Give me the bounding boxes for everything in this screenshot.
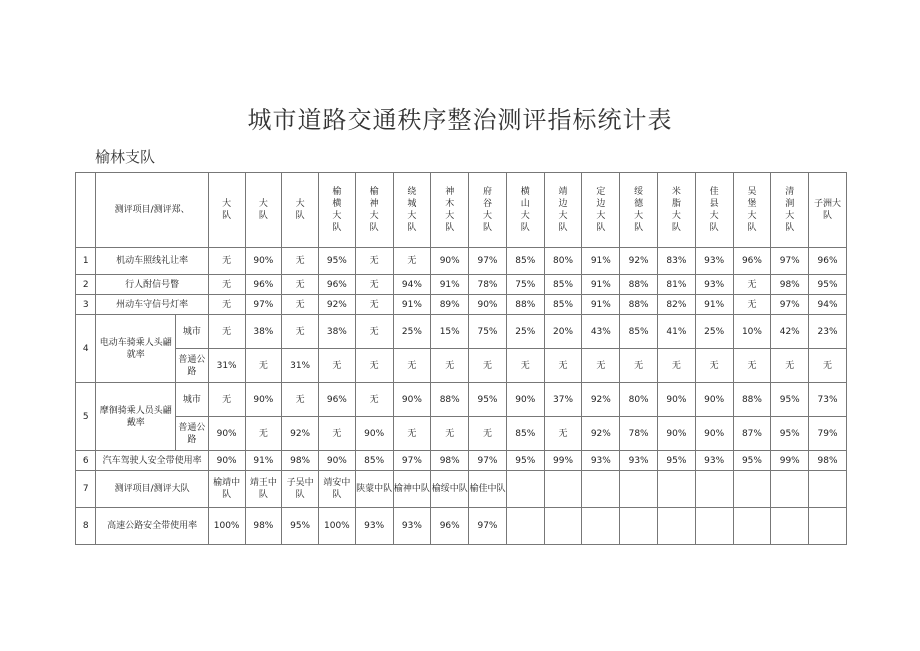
row-number: 1 — [76, 248, 96, 275]
value-cell: 无 — [355, 248, 393, 275]
value-cell: 无 — [771, 349, 809, 383]
value-cell: 无 — [355, 383, 393, 417]
value-cell: 无 — [733, 295, 771, 315]
stats-table — [75, 172, 847, 545]
row-label: 州动车守信号灯率 — [96, 295, 208, 315]
value-cell: 41% — [658, 315, 696, 349]
value-cell: 96% — [319, 275, 356, 295]
row-sub-label: 普通公路 — [176, 417, 209, 451]
value-cell: 43% — [582, 315, 620, 349]
header-col: 绥德大队 — [620, 173, 658, 248]
value-cell: 88% — [733, 383, 771, 417]
value-cell: 97% — [469, 248, 507, 275]
value-cell: 无 — [658, 349, 696, 383]
value-cell: 97% — [245, 295, 282, 315]
value-cell: 99% — [544, 451, 582, 471]
value-cell: 无 — [319, 349, 356, 383]
row-number: 2 — [76, 275, 96, 295]
value-cell: 91% — [695, 295, 733, 315]
value-cell: 95% — [469, 383, 507, 417]
row-label: 行人酎信号瞥 — [96, 275, 208, 295]
value-cell: 榆绥中队 — [431, 471, 469, 508]
value-cell: 88% — [506, 295, 544, 315]
value-cell: 90% — [245, 383, 282, 417]
value-cell: 榆佳中队 — [469, 471, 507, 508]
value-cell: 98% — [245, 508, 282, 545]
table-row — [76, 295, 847, 315]
value-cell: 95% — [282, 508, 319, 545]
value-cell — [809, 471, 847, 508]
value-cell — [658, 471, 696, 508]
value-cell: 陕蒙中队 — [355, 471, 393, 508]
table-row — [76, 349, 847, 383]
page-title: 城市道路交通秩序整治测评指标统计表 — [247, 106, 673, 134]
value-cell: 85% — [544, 275, 582, 295]
value-cell: 31% — [282, 349, 319, 383]
value-cell: 91% — [582, 295, 620, 315]
value-cell: 85% — [620, 315, 658, 349]
value-cell: 89% — [431, 295, 469, 315]
value-cell: 无 — [319, 417, 356, 451]
value-cell: 靖王中队 — [245, 471, 282, 508]
value-cell: 99% — [771, 451, 809, 471]
value-cell — [695, 508, 733, 545]
value-cell: 无 — [355, 275, 393, 295]
value-cell — [582, 508, 620, 545]
value-cell: 82% — [658, 295, 696, 315]
value-cell: 无 — [393, 349, 431, 383]
value-cell: 无 — [355, 349, 393, 383]
value-cell: 80% — [544, 248, 582, 275]
value-cell: 95% — [809, 275, 847, 295]
value-cell: 97% — [393, 451, 431, 471]
header-col: 清涧大队 — [771, 173, 809, 248]
value-cell: 无 — [208, 315, 245, 349]
value-cell: 90% — [393, 383, 431, 417]
value-cell: 97% — [771, 295, 809, 315]
table-header-row — [76, 173, 847, 248]
value-cell: 75% — [469, 315, 507, 349]
value-cell: 90% — [208, 417, 245, 451]
value-cell: 95% — [658, 451, 696, 471]
row-label: 机动车照线礼让率 — [96, 248, 208, 275]
value-cell: 无 — [506, 349, 544, 383]
value-cell: 88% — [431, 383, 469, 417]
table-row — [76, 275, 847, 295]
value-cell: 90% — [319, 451, 356, 471]
header-col: 横山大队 — [506, 173, 544, 248]
value-cell: 无 — [282, 295, 319, 315]
value-cell: 靖安中队 — [319, 471, 356, 508]
value-cell: 79% — [809, 417, 847, 451]
row-group-label: 电动车骑乘人头翩就率 — [96, 315, 176, 383]
value-cell: 无 — [809, 349, 847, 383]
header-col: 大队 — [282, 173, 319, 248]
value-cell: 100% — [319, 508, 356, 545]
value-cell: 75% — [506, 275, 544, 295]
value-cell: 无 — [469, 349, 507, 383]
value-cell: 95% — [733, 451, 771, 471]
row-sub-label: 城市 — [176, 315, 209, 349]
value-cell: 25% — [506, 315, 544, 349]
table-row — [76, 471, 847, 508]
value-cell — [658, 508, 696, 545]
value-cell: 31% — [208, 349, 245, 383]
value-cell: 37% — [544, 383, 582, 417]
table-row — [76, 383, 847, 417]
value-cell — [582, 471, 620, 508]
value-cell — [544, 471, 582, 508]
header-col: 定边大队 — [582, 173, 620, 248]
value-cell: 80% — [620, 383, 658, 417]
value-cell: 25% — [393, 315, 431, 349]
value-cell: 无 — [544, 417, 582, 451]
value-cell: 38% — [245, 315, 282, 349]
header-col: 神木大队 — [431, 173, 469, 248]
value-cell: 78% — [620, 417, 658, 451]
value-cell: 95% — [506, 451, 544, 471]
value-cell — [771, 471, 809, 508]
header-col: 子洲大队 — [809, 173, 847, 248]
value-cell: 95% — [319, 248, 356, 275]
value-cell: 92% — [582, 417, 620, 451]
value-cell: 93% — [695, 275, 733, 295]
header-col: 米脂大队 — [658, 173, 696, 248]
value-cell: 96% — [319, 383, 356, 417]
value-cell: 98% — [809, 451, 847, 471]
value-cell: 无 — [282, 383, 319, 417]
value-cell: 90% — [506, 383, 544, 417]
value-cell: 无 — [393, 417, 431, 451]
value-cell: 无 — [620, 349, 658, 383]
value-cell: 92% — [620, 248, 658, 275]
header-col: 榆横大队 — [319, 173, 356, 248]
value-cell: 无 — [355, 315, 393, 349]
row-label: 测评项目/测评大队 — [96, 471, 208, 508]
value-cell: 无 — [208, 383, 245, 417]
value-cell: 90% — [245, 248, 282, 275]
value-cell — [620, 508, 658, 545]
value-cell: 无 — [282, 248, 319, 275]
header-col: 榆神大队 — [355, 173, 393, 248]
value-cell — [771, 508, 809, 545]
value-cell: 15% — [431, 315, 469, 349]
row-number: 3 — [76, 295, 96, 315]
value-cell: 90% — [355, 417, 393, 451]
header-col: 吴堡大队 — [733, 173, 771, 248]
table-row — [76, 315, 847, 349]
value-cell: 93% — [695, 248, 733, 275]
table-row — [76, 417, 847, 451]
row-sub-label: 城市 — [176, 383, 209, 417]
header-col: 大队 — [208, 173, 245, 248]
value-cell: 92% — [319, 295, 356, 315]
value-cell: 96% — [733, 248, 771, 275]
value-cell: 95% — [771, 417, 809, 451]
value-cell: 无 — [733, 275, 771, 295]
value-cell: 25% — [695, 315, 733, 349]
value-cell: 无 — [355, 295, 393, 315]
value-cell: 95% — [771, 383, 809, 417]
header-col: 大队 — [245, 173, 282, 248]
value-cell: 85% — [355, 451, 393, 471]
value-cell: 97% — [469, 451, 507, 471]
value-cell: 无 — [733, 349, 771, 383]
table-row — [76, 508, 847, 545]
value-cell: 无 — [582, 349, 620, 383]
header-corner — [76, 173, 96, 248]
value-cell: 91% — [582, 248, 620, 275]
value-cell — [506, 508, 544, 545]
value-cell: 无 — [695, 349, 733, 383]
value-cell: 91% — [393, 295, 431, 315]
value-cell: 子吴中队 — [282, 471, 319, 508]
value-cell: 96% — [431, 508, 469, 545]
table-row — [76, 248, 847, 275]
value-cell: 97% — [469, 508, 507, 545]
value-cell: 100% — [208, 508, 245, 545]
value-cell: 91% — [582, 275, 620, 295]
row-sub-label: 普通公路 — [176, 349, 209, 383]
row-number: 5 — [76, 383, 96, 451]
value-cell — [620, 471, 658, 508]
value-cell: 90% — [431, 248, 469, 275]
value-cell — [544, 508, 582, 545]
value-cell: 73% — [809, 383, 847, 417]
value-cell: 42% — [771, 315, 809, 349]
row-number: 6 — [76, 451, 96, 471]
value-cell: 10% — [733, 315, 771, 349]
value-cell: 85% — [506, 248, 544, 275]
value-cell: 无 — [208, 295, 245, 315]
value-cell: 91% — [245, 451, 282, 471]
value-cell: 98% — [282, 451, 319, 471]
row-number: 7 — [76, 471, 96, 508]
value-cell — [695, 471, 733, 508]
value-cell: 85% — [544, 295, 582, 315]
value-cell: 无 — [245, 349, 282, 383]
row-label: 高速公路安全带使用率 — [96, 508, 208, 545]
row-label: 汽车驾驶人安全带使用率 — [96, 451, 208, 471]
value-cell: 88% — [620, 295, 658, 315]
value-cell: 无 — [282, 315, 319, 349]
value-cell — [733, 508, 771, 545]
value-cell: 无 — [469, 417, 507, 451]
value-cell: 81% — [658, 275, 696, 295]
value-cell: 榆靖中队 — [208, 471, 245, 508]
value-cell: 90% — [469, 295, 507, 315]
value-cell: 23% — [809, 315, 847, 349]
value-cell: 91% — [431, 275, 469, 295]
value-cell: 98% — [771, 275, 809, 295]
value-cell: 无 — [208, 248, 245, 275]
value-cell: 无 — [431, 417, 469, 451]
value-cell: 38% — [319, 315, 356, 349]
value-cell: 90% — [695, 383, 733, 417]
value-cell: 97% — [771, 248, 809, 275]
value-cell: 无 — [431, 349, 469, 383]
table-row — [76, 451, 847, 471]
value-cell: 96% — [245, 275, 282, 295]
value-cell: 90% — [658, 383, 696, 417]
value-cell: 90% — [208, 451, 245, 471]
value-cell: 83% — [658, 248, 696, 275]
value-cell: 无 — [208, 275, 245, 295]
row-group-label: 摩徊骑乘人员头翩戴率 — [96, 383, 176, 451]
value-cell: 无 — [282, 275, 319, 295]
value-cell: 无 — [393, 248, 431, 275]
value-cell — [733, 471, 771, 508]
header-col: 靖边大队 — [544, 173, 582, 248]
value-cell: 93% — [393, 508, 431, 545]
value-cell: 93% — [355, 508, 393, 545]
value-cell: 94% — [393, 275, 431, 295]
header-item-label: 测评项目/测评郑、 — [96, 173, 208, 248]
unit-label: 榆林支队 — [95, 148, 156, 166]
value-cell: 87% — [733, 417, 771, 451]
value-cell: 96% — [809, 248, 847, 275]
value-cell: 85% — [506, 417, 544, 451]
value-cell: 榆神中队 — [393, 471, 431, 508]
value-cell: 93% — [582, 451, 620, 471]
value-cell: 93% — [695, 451, 733, 471]
row-number: 4 — [76, 315, 96, 383]
value-cell: 无 — [245, 417, 282, 451]
header-col: 佳县大队 — [695, 173, 733, 248]
value-cell: 78% — [469, 275, 507, 295]
value-cell: 90% — [658, 417, 696, 451]
value-cell: 92% — [582, 383, 620, 417]
value-cell — [506, 471, 544, 508]
value-cell: 88% — [620, 275, 658, 295]
value-cell: 无 — [544, 349, 582, 383]
header-col: 绕城大队 — [393, 173, 431, 248]
row-number: 8 — [76, 508, 96, 545]
value-cell: 98% — [431, 451, 469, 471]
value-cell: 92% — [282, 417, 319, 451]
value-cell — [809, 508, 847, 545]
header-col: 府谷大队 — [469, 173, 507, 248]
value-cell: 20% — [544, 315, 582, 349]
value-cell: 90% — [695, 417, 733, 451]
value-cell: 94% — [809, 295, 847, 315]
value-cell: 93% — [620, 451, 658, 471]
